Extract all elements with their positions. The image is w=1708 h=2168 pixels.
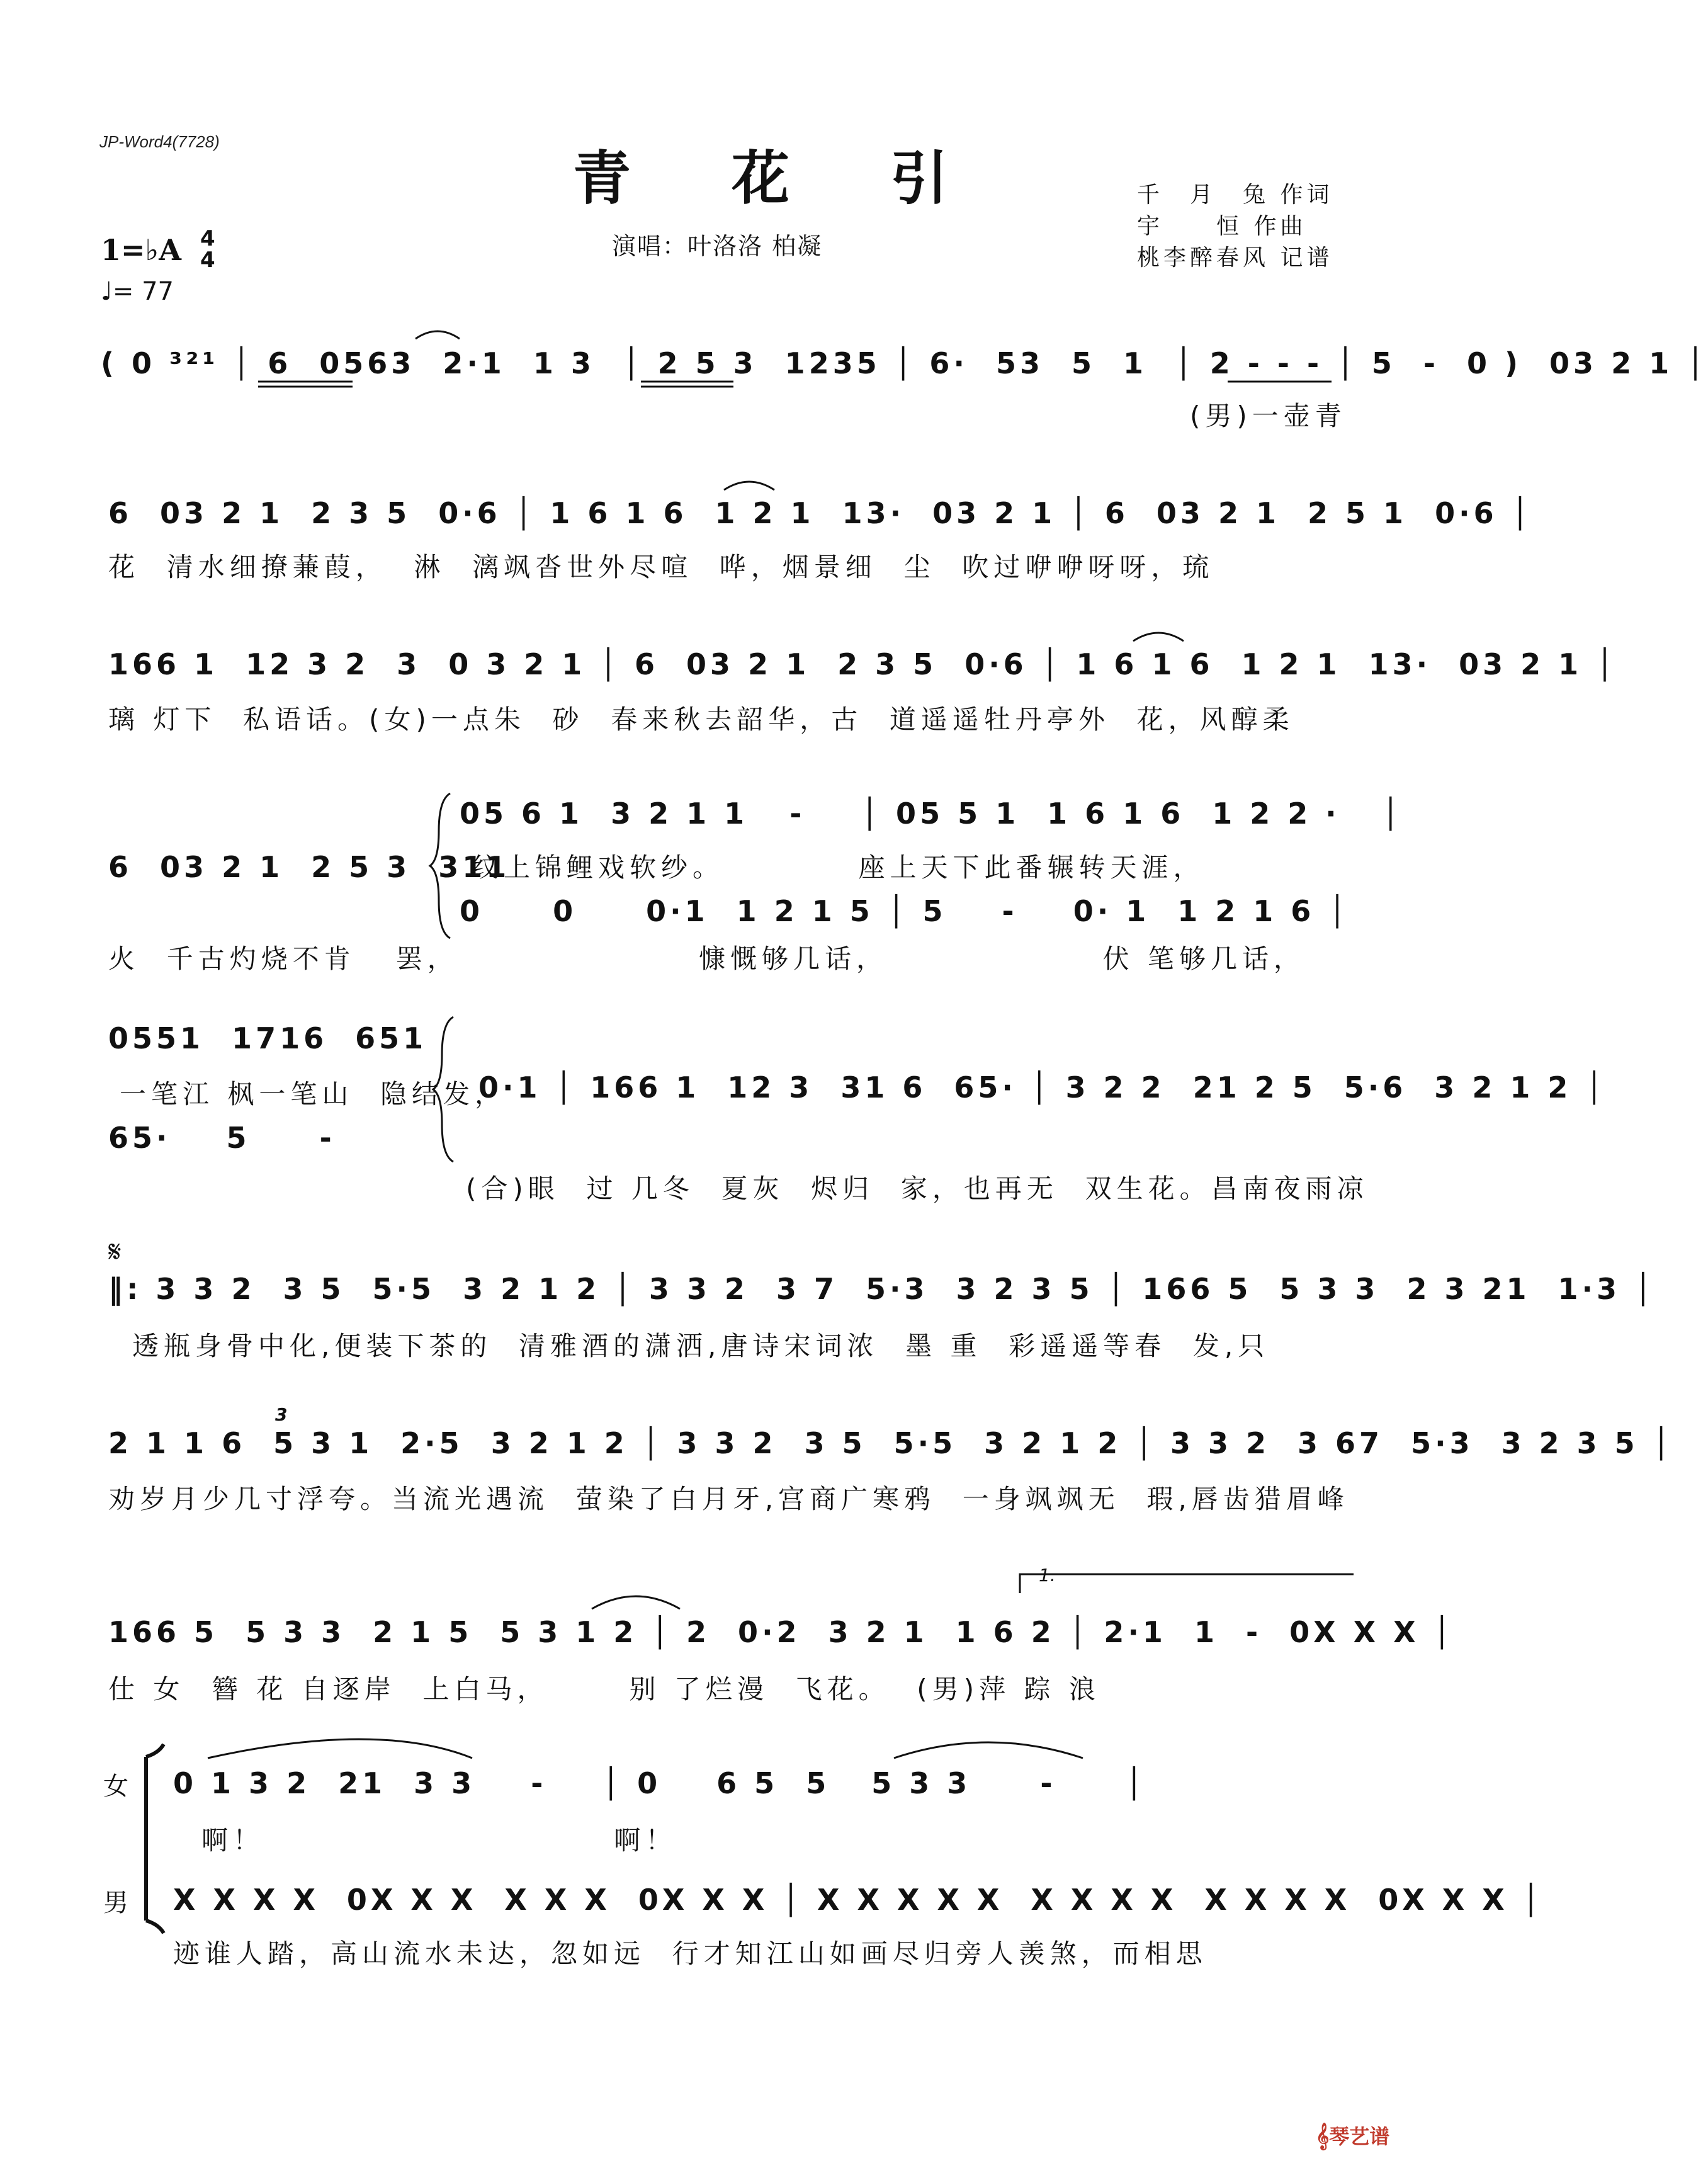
row-8-notes: 166 5 5 3 3 2 1 5 5 3 1 2 │ 2 0·2 3 2 1 1 6 2 │ 2·1 1 - 0X X X │ <box>108 1615 1455 1649</box>
row-1-lyrics: (男)一壶青 <box>1190 400 1347 431</box>
quarter-note-icon: ♩ <box>101 277 113 306</box>
slur-row-1 <box>416 331 460 339</box>
tempo-value: = 77 <box>112 277 174 306</box>
row-4-upper-lyrics: 纹上锦鲤戏软纱。 座上天下此番辗转天涯， <box>472 852 1205 883</box>
credit-lyricist: 千 月 兔 作词 <box>1137 182 1333 208</box>
slur-row-2 <box>724 482 774 490</box>
row-7-notes: 2 1 1 6 5 3 1 2·5 3 2 1 2 │ 3 3 2 3 5 5·5 3 2 1 2 │ 3 3 2 3 67 5·3 3 2 3 5 │ <box>108 1426 1674 1460</box>
credit-composer: 宇 恒 作曲 <box>1137 213 1307 239</box>
underline-row-1 <box>258 382 1332 387</box>
voice-female-label: 女 <box>103 1772 128 1801</box>
row-4-lower-lyrics: 慷慨够几话， 伏 笔够几话， <box>699 943 1305 974</box>
row-4-upper-notes: 05 6 1 3 2 1 1 - │ 05 5 1 1 6 1 6 1 2 2 · │ <box>460 797 1403 831</box>
time-sig-bottom: 4 <box>200 247 215 273</box>
brace-row-5 <box>433 1017 453 1162</box>
row-4-lyrics: 火 千古灼烧不肯 罢， <box>108 943 459 974</box>
slur-row-9f2 <box>894 1742 1083 1758</box>
triplet-mark: 3 <box>275 1404 288 1425</box>
row-5-right-lyrics: (合)眼 过 几冬 夏灰 烬归 家，也再无 双生花。昌南夜雨凉 <box>466 1173 1369 1204</box>
row-5-upper-lyrics: 一笔江 枫一笔山 隐结发， <box>120 1079 507 1110</box>
slur-row-3 <box>1133 633 1184 641</box>
credit-transcriber: 桃李醉春风 记谱 <box>1137 245 1333 271</box>
time-sig-top: 4 <box>200 226 215 251</box>
row-4-notes: 6 03 2 1 2 5 3 311 <box>108 850 511 884</box>
row-7-lyrics: 劝岁月少几寸浮夸。当流光遇流 萤染了白月牙,宫商广寒鸦 一身飒飒无 瑕,唇齿猎眉峰 <box>108 1484 1349 1514</box>
key-signature: 1=♭A <box>101 233 181 267</box>
row-6-lyrics: 透瓶身骨中化,便装下茶的 清雅酒的潇洒,唐诗宋词浓 墨 重 彩遥遥等春 发,只 <box>132 1331 1270 1361</box>
row-6-notes: ‖: 3 3 2 3 5 5·5 3 2 1 2 │ 3 3 2 3 7 5·3 3 2 3 5 │ 166 5 5 3 3 2 3 21 1·3 │ <box>108 1272 1656 1306</box>
singer-label: 演唱：叶洛洛 柏凝 <box>612 232 823 260</box>
bracket-row-9 <box>146 1744 164 1933</box>
row-9-male-lyrics: 迹谁人踏，高山流水未达，忽如远 行才知江山如画尽归旁人羡煞，而相思 <box>173 1938 1207 1969</box>
segno-sign: 𝄋 <box>108 1234 122 1269</box>
row-1-notes: ( 0 ³²¹ │ 6 0563 2·1 1 3 │ 2 5 3 1235 │ 6· 53 5 1 │ 2 - - - │ 5 - 0 ) 03 2 1 │ <box>101 346 1708 380</box>
row-8-lyrics: 仕 女 簪 花 自逐岸 上白马， 别 了烂漫 飞花。 (男)萍 踪 浪 <box>108 1674 1100 1705</box>
volta-line <box>1020 1574 1354 1593</box>
row-9-female-lyrics: 啊！ 啊！ <box>201 1825 677 1856</box>
row-3-lyrics: 璃 灯下 私语话。(女)一点朱 砂 春来秋去韶华，古 道遥遥牡丹亭外 花，风醇柔 <box>108 704 1294 735</box>
slur-row-9f <box>208 1739 472 1758</box>
watermark-text: 琴艺谱 <box>1329 2125 1390 2148</box>
brace-row-4 <box>430 793 450 938</box>
row-5-lower-notes: 65· 5 - <box>108 1121 336 1155</box>
row-9-male-notes: X X X X 0X X X X X X 0X X X │ X X X X X X X X X X X X X 0X X X │ <box>173 1883 1544 1917</box>
row-2-lyrics: 花 清水细撩蒹葭， 淋 漓飒沓世外尽喧 哗，烟景细 尘 吹过咿咿呀呀，琉 <box>108 552 1214 582</box>
voice-male-label: 男 <box>103 1888 128 1917</box>
row-3-notes: 166 1 12 3 2 3 0 3 2 1 │ 6 03 2 1 2 3 5 0·6 │ 1 6 1 6 1 2 1 13· 03 2 1 │ <box>108 647 1617 681</box>
logo-mark-icon: 𝄞 <box>1316 2123 1330 2149</box>
row-5-upper-notes: 0551 1716 651 <box>108 1021 427 1055</box>
row-4-lower-notes: 0 0 0·1 1 2 1 5 │ 5 - 0· 1 1 2 1 6 │ <box>460 894 1350 928</box>
row-2-notes: 6 03 2 1 2 3 5 0·6 │ 1 6 1 6 1 2 1 13· 03 2 1 │ 6 03 2 1 2 5 1 0·6 │ <box>108 496 1533 530</box>
software-label: JP-Word4(7728) <box>99 132 220 151</box>
volta-label: 1. <box>1039 1565 1056 1586</box>
slur-row-8 <box>592 1596 680 1609</box>
row-5-right-notes: 0·1 │ 166 1 12 3 31 6 65· │ 3 2 2 21 2 5 5·6 3 2 1 2 │ <box>478 1070 1607 1104</box>
song-title: 青 花 引 <box>573 144 989 212</box>
row-9-female-notes: 0 1 3 2 21 3 3 - │ 0 6 5 5 5 3 3 - │ <box>173 1766 1147 1800</box>
